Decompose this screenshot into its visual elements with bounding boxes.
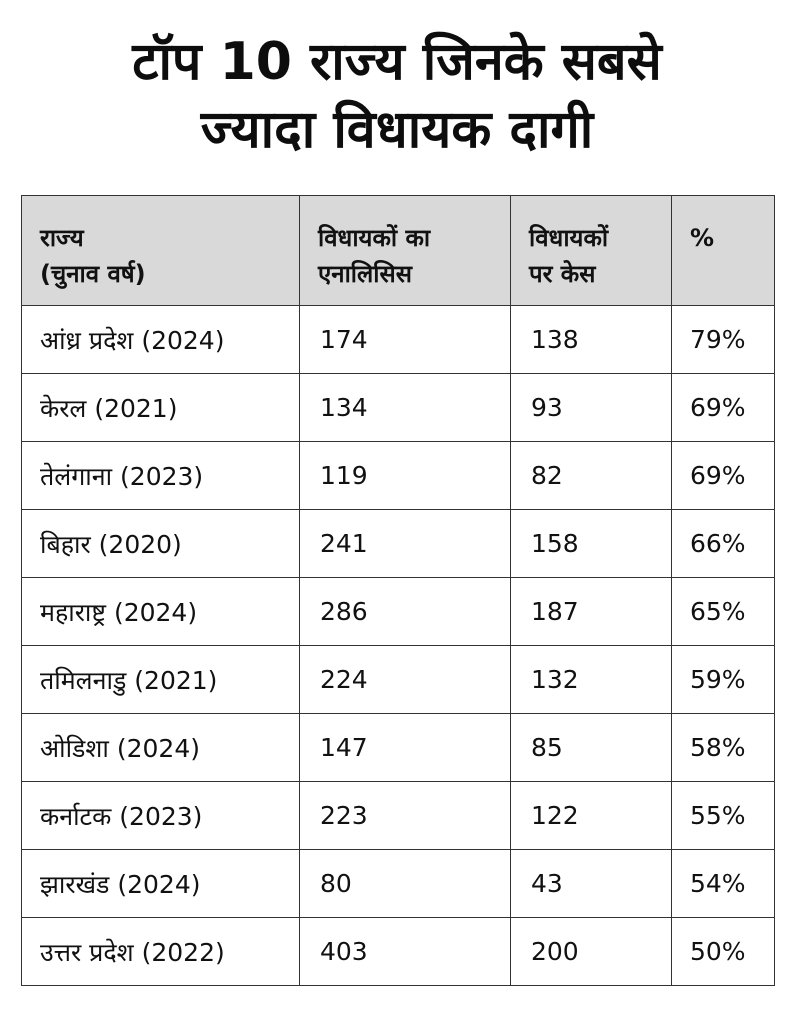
cell-percent: 58%: [672, 714, 775, 782]
table-body: [22, 306, 775, 986]
cell-percent: 65%: [672, 578, 775, 646]
header-state-line-2: (चुनाव वर्ष): [40, 260, 146, 288]
table-row: [22, 714, 775, 782]
cell-state: ओडिशा (2024): [22, 714, 300, 782]
cell-percent: 66%: [672, 510, 775, 578]
cell-percent: 69%: [672, 374, 775, 442]
cell-analysed: 174: [300, 306, 511, 374]
cell-analysed: 403: [300, 918, 511, 986]
header-state: [22, 196, 300, 306]
cell-cases: 85: [511, 714, 672, 782]
title-line-2: ज्यादा विधायक दागी: [200, 100, 594, 160]
cell-state: तेलंगाना (2023): [22, 442, 300, 510]
cell-analysed: 80: [300, 850, 511, 918]
header-cases-line-1: विधायकों: [529, 224, 609, 252]
table-header: [22, 196, 775, 306]
cell-analysed: 241: [300, 510, 511, 578]
page-title: [0, 28, 794, 164]
header-cases-line-2: पर केस: [529, 260, 596, 288]
cell-cases: 200: [511, 918, 672, 986]
header-percent-line-1: %: [690, 224, 715, 252]
header-analysed-line-2: एनालिसिस: [318, 260, 412, 288]
header-analysed: [300, 196, 511, 306]
cell-cases: 122: [511, 782, 672, 850]
cell-state: तमिलनाडु (2021): [22, 646, 300, 714]
cell-state: बिहार (2020): [22, 510, 300, 578]
cell-state: महाराष्ट्र (2024): [22, 578, 300, 646]
cell-state: आंध्र प्रदेश (2024): [22, 306, 300, 374]
table-row: [22, 306, 775, 374]
header-row: [22, 196, 775, 306]
cell-cases: 82: [511, 442, 672, 510]
table-row: [22, 782, 775, 850]
states-table: [21, 195, 775, 986]
cell-state: झारखंड (2024): [22, 850, 300, 918]
cell-percent: 79%: [672, 306, 775, 374]
table-row: [22, 646, 775, 714]
cell-analysed: 134: [300, 374, 511, 442]
header-percent: [672, 196, 775, 306]
cell-analysed: 224: [300, 646, 511, 714]
table-row: [22, 442, 775, 510]
header-analysed-line-1: विधायकों का: [318, 224, 431, 252]
cell-cases: 158: [511, 510, 672, 578]
header-state-line-1: राज्य: [40, 224, 84, 252]
cell-cases: 43: [511, 850, 672, 918]
table-row: [22, 850, 775, 918]
cell-analysed: 119: [300, 442, 511, 510]
table-row: [22, 374, 775, 442]
cell-percent: 55%: [672, 782, 775, 850]
cell-cases: 132: [511, 646, 672, 714]
title-line-1: टॉप 10 राज्य जिनके सबसे: [132, 32, 662, 92]
table-row: [22, 578, 775, 646]
cell-state: केरल (2021): [22, 374, 300, 442]
cell-analysed: 147: [300, 714, 511, 782]
cell-percent: 59%: [672, 646, 775, 714]
cell-state: कर्नाटक (2023): [22, 782, 300, 850]
cell-percent: 69%: [672, 442, 775, 510]
cell-percent: 54%: [672, 850, 775, 918]
table-row: [22, 510, 775, 578]
header-cases: [511, 196, 672, 306]
cell-cases: 93: [511, 374, 672, 442]
cell-analysed: 286: [300, 578, 511, 646]
cell-cases: 138: [511, 306, 672, 374]
cell-analysed: 223: [300, 782, 511, 850]
cell-percent: 50%: [672, 918, 775, 986]
cell-state: उत्तर प्रदेश (2022): [22, 918, 300, 986]
table-row: [22, 918, 775, 986]
cell-cases: 187: [511, 578, 672, 646]
